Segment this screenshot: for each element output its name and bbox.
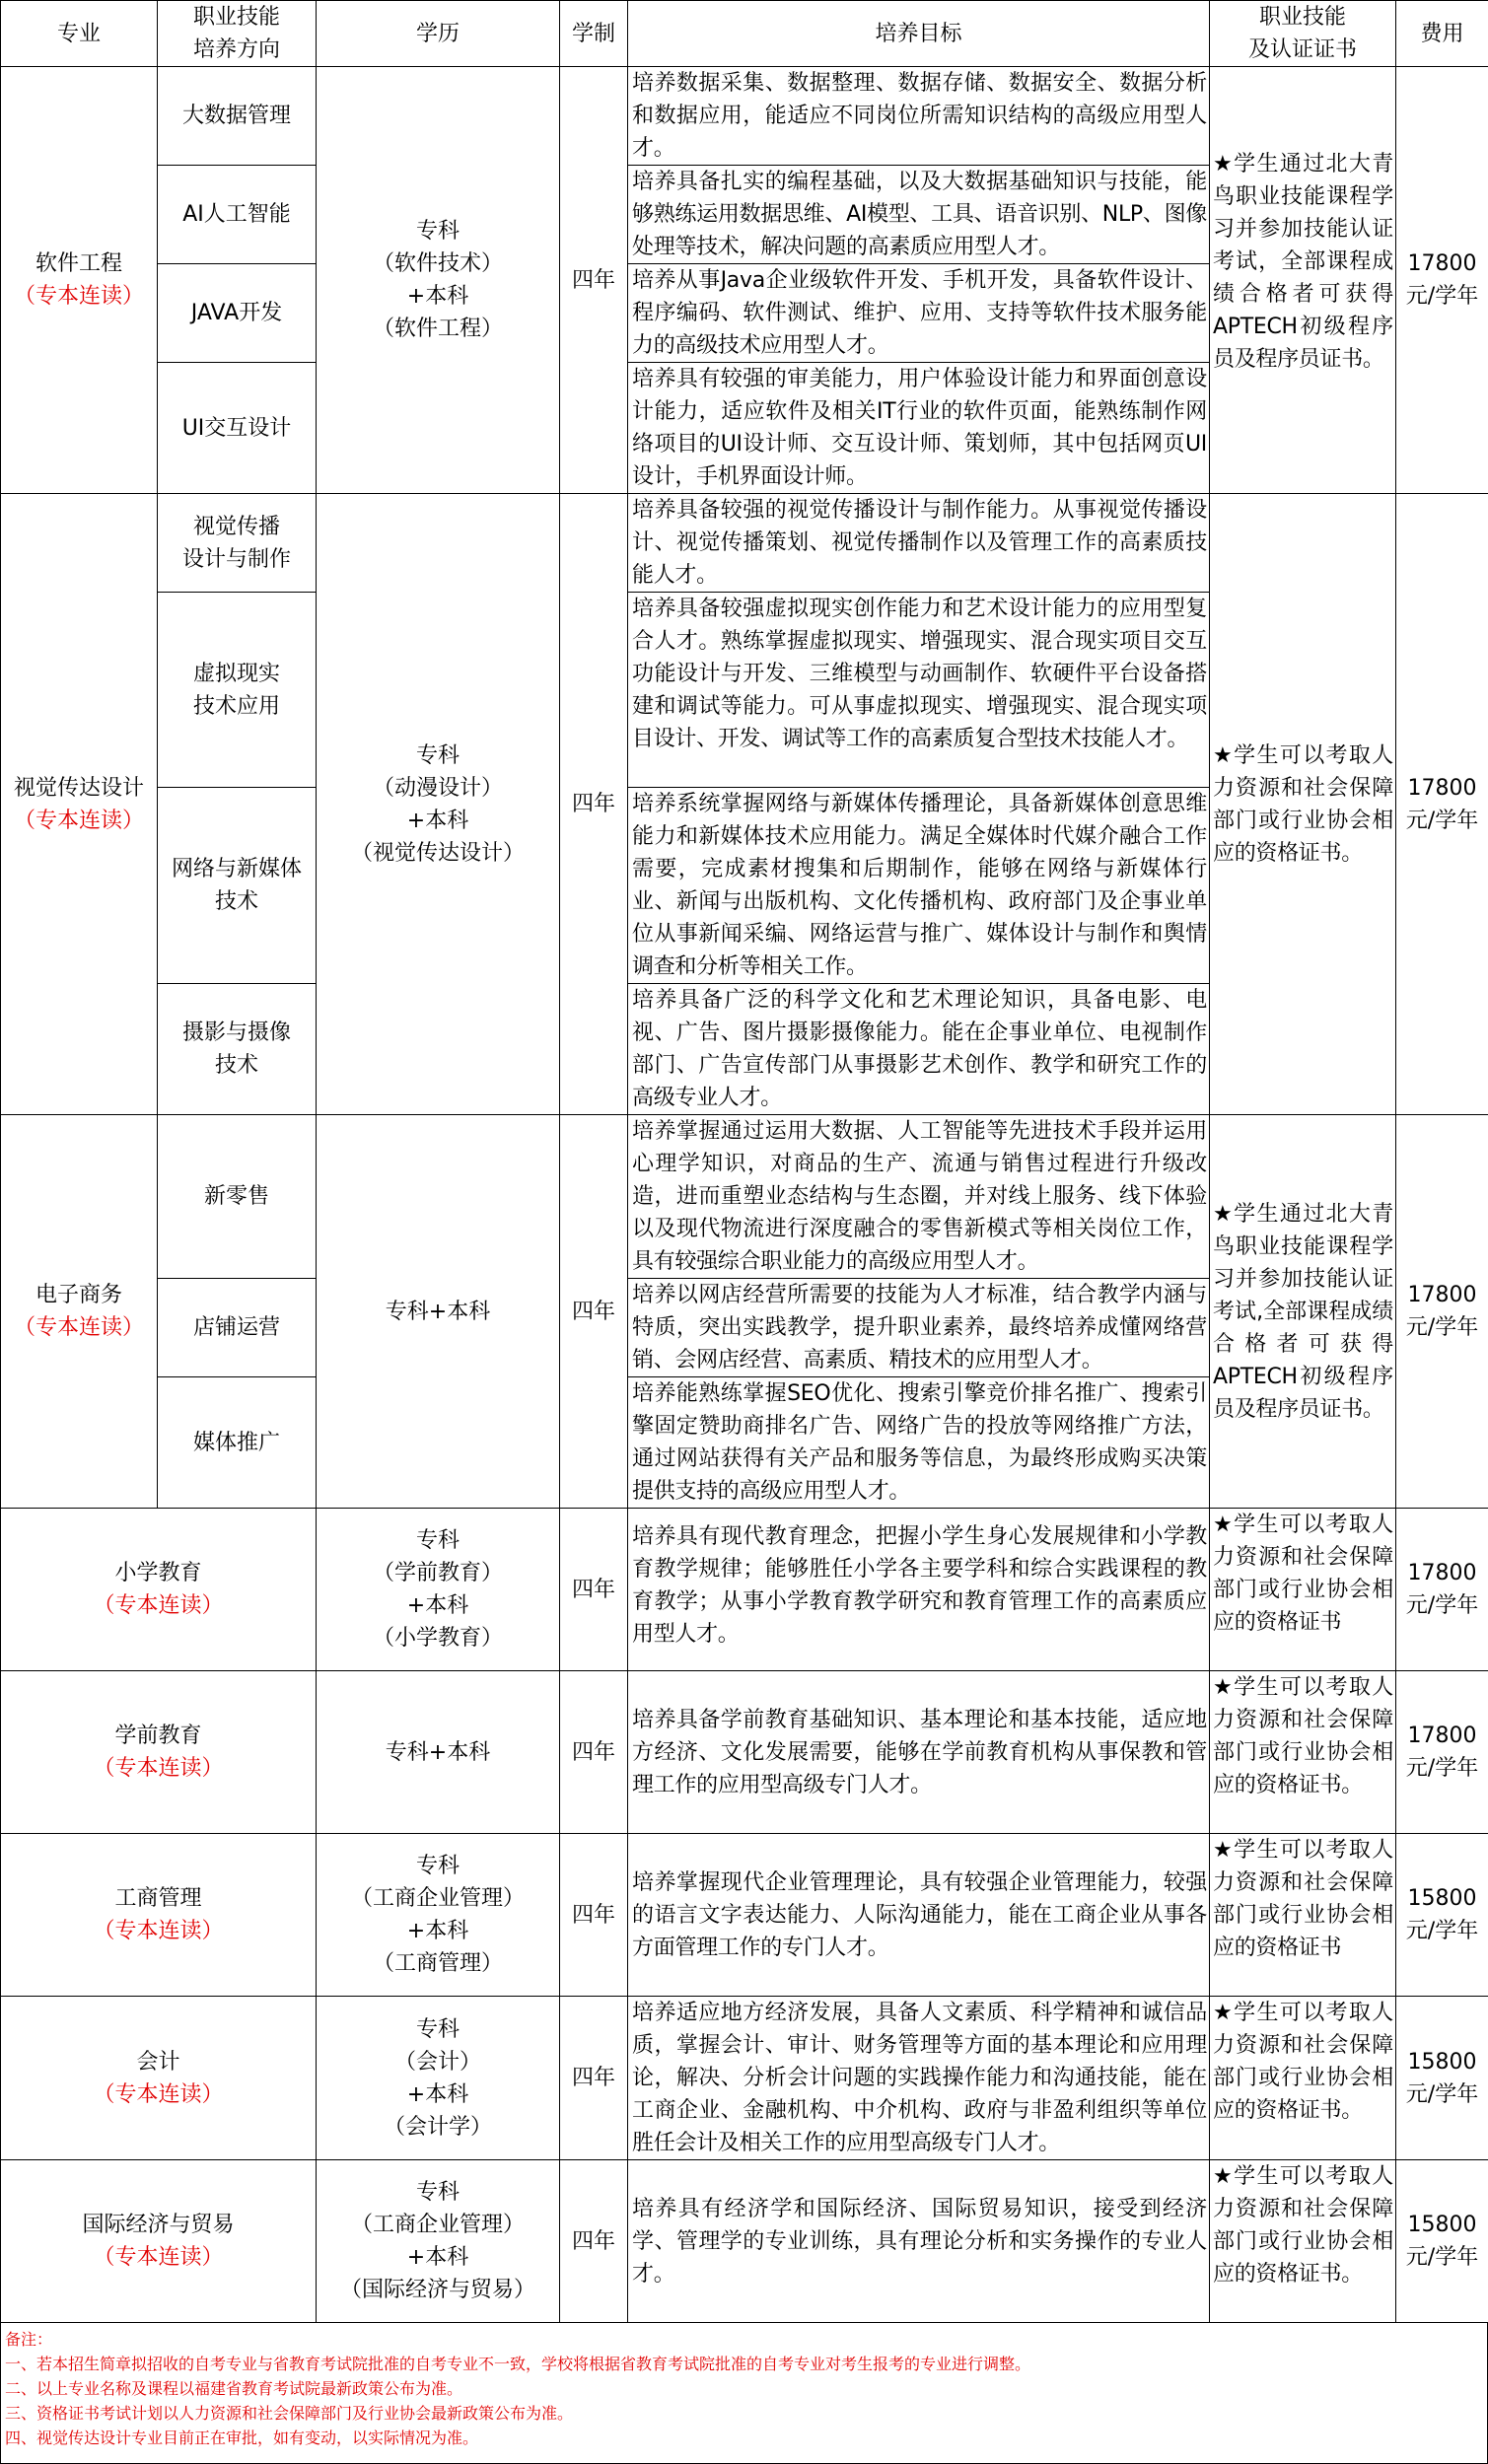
direction-cell: UI交互设计 bbox=[158, 363, 317, 494]
goal-cell: 培养从事Java企业级软件开发、手机开发，具备软件设计、程序编码、软件测试、维护、应用、支持等软件技术服务能力的高级技术应用型人才。 bbox=[628, 264, 1210, 363]
direction-cell: 摄影与摄像 技术 bbox=[158, 984, 317, 1115]
major-cell: 会计 （专本连读） bbox=[1, 1997, 317, 2160]
direction-cell: AI人工智能 bbox=[158, 166, 317, 264]
goal-cell: 培养数据采集、数据整理、数据存储、数据安全、数据分析和数据应用，能适应不同岗位所需知识结构的高级应用型人才。 bbox=[628, 67, 1210, 166]
cert-cell: ★学生通过北大青鸟职业技能课程学习并参加技能认证考试,全部课程成绩合格者可获得APTECH初级程序员及程序员证书。 bbox=[1210, 1115, 1396, 1509]
goal-cell: 培养具备学前教育基础知识、基本理论和基本技能，适应地方经济、文化发展需要，能够在学前教育机构从事保教和管理工作的应用型高级专门人才。 bbox=[628, 1671, 1210, 1834]
duration-cell: 四年 bbox=[560, 1671, 628, 1834]
cert-cell: ★学生可以考取人力资源和社会保障部门或行业协会相应的资格证书。 bbox=[1210, 2160, 1396, 2323]
goal-cell: 培养系统掌握网络与新媒体传播理论，具备新媒体创意思维能力和新媒体技术应用能力。满足全媒体时代媒介融合工作需要，完成素材搜集和后期制作，能够在网络与新媒体行业、新闻与出版机构、文化传播机构、政府部门及企事业单位从事新闻采编、网络运营与推广、媒体设计与制作和舆情调查和分析等相关工作。 bbox=[628, 788, 1210, 984]
note-item: 一、若本招生简章拟招收的自考专业与省教育考试院批准的自考专业不一致，学校将根据省教育考试院批准的自考专业对考生报考的专业进行调整。 bbox=[5, 2352, 1483, 2376]
duration-cell: 四年 bbox=[560, 1834, 628, 1997]
cert-cell: ★学生通过北大青鸟职业技能课程学习并参加技能认证考试，全部课程成绩合格者可获得APTECH初级程序员及程序员证书。 bbox=[1210, 67, 1396, 494]
header-major: 专业 bbox=[1, 1, 158, 67]
table-row bbox=[1, 2160, 1488, 2323]
major-cell: 国际经济与贸易 （专本连读） bbox=[1, 2160, 317, 2323]
degree-cell: 专科 （工商企业管理） +本科 （国际经济与贸易） bbox=[317, 2160, 560, 2323]
cert-cell: ★学生可以考取人力资源和社会保障部门或行业协会相应的资格证书 bbox=[1210, 1834, 1396, 1997]
table-row bbox=[1, 1115, 1488, 1279]
direction-cell: 媒体推广 bbox=[158, 1377, 317, 1509]
note-item: 二、以上专业名称及课程以福建省教育考试院最新政策公布为准。 bbox=[5, 2376, 1483, 2401]
duration-cell: 四年 bbox=[560, 1115, 628, 1509]
goal-cell: 培养具备较强虚拟现实创作能力和艺术设计能力的应用型复合人才。熟练掌握虚拟现实、增强现实、混合现实项目交互功能设计与开发、三维模型与动画制作、软硬件平台设备搭建和调试等能力。可从事虚拟现实、增强现实、混合现实项目设计、开发、调试等工作的高素质复合型技术技能人才。 bbox=[628, 593, 1210, 788]
goal-cell: 培养具有现代教育理念，把握小学生身心发展规律和小学教育教学规律；能够胜任小学各主要学科和综合实践课程的教育教学；从事小学教育教学研究和教育管理工作的高素质应用型人才。 bbox=[628, 1509, 1210, 1671]
header-row bbox=[1, 1, 1488, 67]
notes-section bbox=[0, 2323, 1488, 2464]
header-duration: 学制 bbox=[560, 1, 628, 67]
direction-cell: 网络与新媒体 技术 bbox=[158, 788, 317, 984]
header-fee: 费用 bbox=[1396, 1, 1488, 67]
header-degree: 学历 bbox=[317, 1, 560, 67]
table-row bbox=[1, 494, 1488, 593]
cert-cell: ★学生可以考取人力资源和社会保障部门或行业协会相应的资格证书。 bbox=[1210, 1671, 1396, 1834]
fee-cell: 17800 元/学年 bbox=[1396, 1671, 1488, 1834]
note-item: 三、资格证书考试计划以人力资源和社会保障部门及行业协会最新政策公布为准。 bbox=[5, 2401, 1483, 2426]
direction-cell: 虚拟现实 技术应用 bbox=[158, 593, 317, 788]
degree-cell: 专科 （会计） +本科 （会计学） bbox=[317, 1997, 560, 2160]
table-row bbox=[1, 1671, 1488, 1834]
table-row bbox=[1, 67, 1488, 166]
table-row bbox=[1, 1834, 1488, 1997]
cert-cell: ★学生可以考取人力资源和社会保障部门或行业协会相应的资格证书。 bbox=[1210, 494, 1396, 1115]
duration-cell: 四年 bbox=[560, 1997, 628, 2160]
table-row bbox=[1, 1997, 1488, 2160]
fee-cell: 17800 元/学年 bbox=[1396, 67, 1488, 494]
note-item: 四、视觉传达设计专业目前正在审批，如有变动，以实际情况为准。 bbox=[5, 2426, 1483, 2450]
goal-cell: 培养具备广泛的科学文化和艺术理论知识，具备电影、电视、广告、图片摄影摄像能力。能在企事业单位、电视制作部门、广告宣传部门从事摄影艺术创作、教学和研究工作的高级专业人才。 bbox=[628, 984, 1210, 1115]
degree-cell: 专科+本科 bbox=[317, 1115, 560, 1509]
cert-cell: ★学生可以考取人力资源和社会保障部门或行业协会相应的资格证书 bbox=[1210, 1509, 1396, 1671]
goal-cell: 培养掌握通过运用大数据、人工智能等先进技术手段并运用心理学知识，对商品的生产、流通与销售过程进行升级改造，进而重塑业态结构与生态圈，并对线上服务、线下体验以及现代物流进行深度融合的零售新模式等相关岗位工作，具有较强综合职业能力的高级应用型人才。 bbox=[628, 1115, 1210, 1279]
degree-cell: 专科+本科 bbox=[317, 1671, 560, 1834]
fee-cell: 15800 元/学年 bbox=[1396, 1997, 1488, 2160]
goal-cell: 培养以网店经营所需要的技能为人才标准，结合教学内涵与特质，突出实践教学，提升职业素养，最终培养成懂网络营销、会网店经营、高素质、精技术的应用型人才。 bbox=[628, 1279, 1210, 1377]
notes-title: 备注： bbox=[5, 2327, 1483, 2352]
table-row bbox=[1, 1509, 1488, 1671]
direction-cell: 视觉传播 设计与制作 bbox=[158, 494, 317, 593]
duration-cell: 四年 bbox=[560, 2160, 628, 2323]
degree-cell: 专科 （动漫设计） +本科 （视觉传达设计） bbox=[317, 494, 560, 1115]
direction-cell: 店铺运营 bbox=[158, 1279, 317, 1377]
major-cell: 电子商务 （专本连读） bbox=[1, 1115, 158, 1509]
duration-cell: 四年 bbox=[560, 67, 628, 494]
goal-cell: 培养具备较强的视觉传播设计与制作能力。从事视觉传播设计、视觉传播策划、视觉传播制作以及管理工作的高素质技能人才。 bbox=[628, 494, 1210, 593]
degree-cell: 专科 （软件技术） +本科 （软件工程） bbox=[317, 67, 560, 494]
goal-cell: 培养具有经济学和国际经济、国际贸易知识，接受到经济学、管理学的专业训练，具有理论分析和实务操作的专业人才。 bbox=[628, 2160, 1210, 2323]
fee-cell: 17800 元/学年 bbox=[1396, 1115, 1488, 1509]
major-cell: 学前教育 （专本连读） bbox=[1, 1671, 317, 1834]
header-direction: 职业技能 培养方向 bbox=[158, 1, 317, 67]
fee-cell: 17800 元/学年 bbox=[1396, 494, 1488, 1115]
duration-cell: 四年 bbox=[560, 1509, 628, 1671]
goal-cell: 培养能熟练掌握SEO优化、搜索引擎竞价排名推广、搜索引擎固定赞助商排名广告、网络广告的投放等网络推广方法，通过网站获得有关产品和服务等信息，为最终形成购买决策提供支持的高级应用型人才。 bbox=[628, 1377, 1210, 1509]
goal-cell: 培养具备扎实的编程基础，以及大数据基础知识与技能，能够熟练运用数据思维、AI模型、工具、语音识别、NLP、图像处理等技术，解决问题的高素质应用型人才。 bbox=[628, 166, 1210, 264]
duration-cell: 四年 bbox=[560, 494, 628, 1115]
goal-cell: 培养具有较强的审美能力，用户体验设计能力和界面创意设计能力，适应软件及相关IT行业的软件页面，能熟练制作网络项目的UI设计师、交互设计师、策划师，其中包括网页UI设计，手机界面设计师。 bbox=[628, 363, 1210, 494]
fee-cell: 15800 元/学年 bbox=[1396, 1834, 1488, 1997]
major-cell: 软件工程 （专本连读） bbox=[1, 67, 158, 494]
major-cell: 小学教育 （专本连读） bbox=[1, 1509, 317, 1671]
fee-cell: 15800 元/学年 bbox=[1396, 2160, 1488, 2323]
direction-cell: 大数据管理 bbox=[158, 67, 317, 166]
header-cert: 职业技能 及认证证书 bbox=[1210, 1, 1396, 67]
major-cell: 视觉传达设计 （专本连读） bbox=[1, 494, 158, 1115]
goal-cell: 培养掌握现代企业管理理论，具有较强企业管理能力，较强的语言文字表达能力、人际沟通能力，能在工商企业从事各方面管理工作的专门人才。 bbox=[628, 1834, 1210, 1997]
degree-cell: 专科 （学前教育） +本科 （小学教育） bbox=[317, 1509, 560, 1671]
header-goal: 培养目标 bbox=[628, 1, 1210, 67]
cert-cell: ★学生可以考取人力资源和社会保障部门或行业协会相应的资格证书。 bbox=[1210, 1997, 1396, 2160]
fee-cell: 17800 元/学年 bbox=[1396, 1509, 1488, 1671]
direction-cell: 新零售 bbox=[158, 1115, 317, 1279]
direction-cell: JAVA开发 bbox=[158, 264, 317, 363]
goal-cell: 培养适应地方经济发展，具备人文素质、科学精神和诚信品质，掌握会计、审计、财务管理等方面的基本理论和应用理论，解决、分析会计问题的实践操作能力和沟通技能，能在工商企业、金融机构、中介机构、政府与非盈利组织等单位胜任会计及相关工作的应用型高级专门人才。 bbox=[628, 1997, 1210, 2160]
major-cell: 工商管理 （专本连读） bbox=[1, 1834, 317, 1997]
degree-cell: 专科 （工商企业管理） +本科 （工商管理） bbox=[317, 1834, 560, 1997]
